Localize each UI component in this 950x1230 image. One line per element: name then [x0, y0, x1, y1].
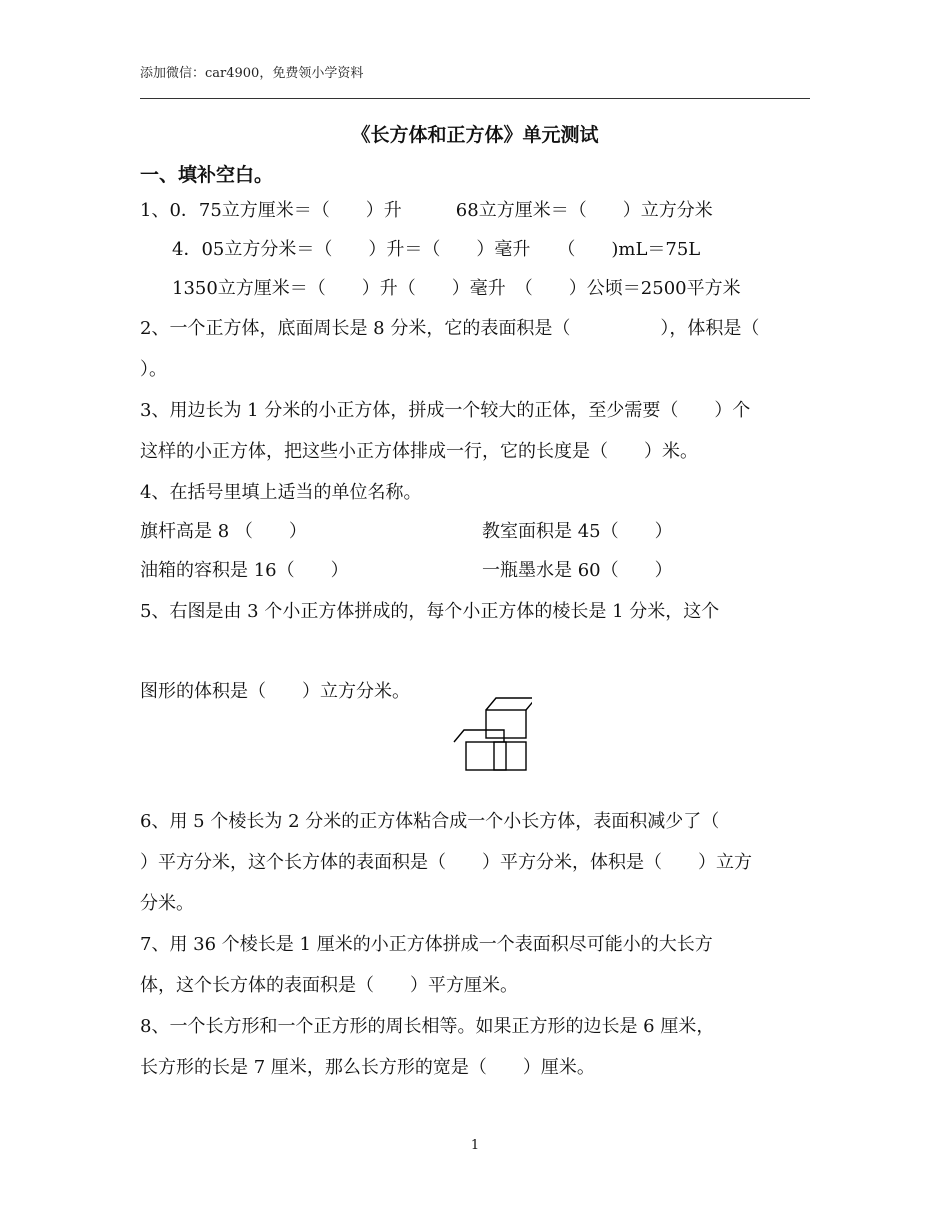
page-title: 《长方体和正方体》单元测试 [351, 124, 599, 146]
header-note: 添加微信：car4900，免费领小学资料 [140, 66, 364, 81]
question-2-line-1: 2、一个正方体，底面周长是 8 分米，它的表面积是（ ），体积是（ [140, 318, 760, 339]
header-divider [140, 98, 810, 99]
question-2-line-2: ）。 [140, 359, 167, 380]
question-6-line-3: 分米。 [140, 893, 194, 914]
question-1-line-1: 1、0．75立方厘米＝（ ）升 68立方厘米＝（ ）立方分米 [140, 200, 713, 221]
question-8-line-2: 长方形的长是 7 厘米，那么长方形的宽是（ ）厘米。 [140, 1057, 595, 1078]
question-7-line-2: 体，这个长方体的表面积是（ ）平方厘米。 [140, 975, 518, 996]
question-8-line-1: 8、一个长方形和一个正方形的周长相等。如果正方形的边长是 6 厘米， [140, 1016, 715, 1037]
question-4-item-4: 一瓶墨水是 60（ ） [482, 560, 673, 581]
question-1-line-2: 4．05立方分米＝（ ）升＝（ ）毫升 （ )mL＝75L [172, 239, 701, 260]
question-5-line-2: 图形的体积是（ ）立方分米。 [140, 681, 410, 702]
question-1-line-3: 1350立方厘米＝（ ）升（ ）毫升 （ ）公顷＝2500平方米 [172, 278, 741, 299]
question-5-line-1: 5、右图是由 3 个小正方体拼成的，每个小正方体的棱长是 1 分米，这个 [140, 601, 720, 622]
question-3-line-1: 3、用边长为 1 分米的小正方体，拼成一个较大的正体，至少需要（ ）个 [140, 400, 751, 421]
cube-left [466, 742, 506, 770]
question-6-line-1: 6、用 5 个棱长为 2 分米的正方体粘合成一个小长方体，表面积减少了（ [140, 811, 720, 832]
question-4-item-3: 油箱的容积是 16（ ） [140, 560, 349, 581]
question-4-item-1: 旗杆高是 8 （ ） [140, 521, 307, 542]
question-4-stem: 4、在括号里填上适当的单位名称。 [140, 482, 422, 503]
section-heading: 一、填补空白。 [140, 164, 274, 186]
question-4-item-2: 教室面积是 45（ ） [482, 521, 673, 542]
question-6-line-2: ）平方分米，这个长方体的表面积是（ ）平方分米，体积是（ ）立方 [140, 852, 752, 873]
three-cubes-figure-icon [452, 694, 532, 776]
page-number: 1 [470, 1138, 480, 1153]
question-3-line-2: 这样的小正方体，把这些小正方体排成一行，它的长度是（ ）米。 [140, 441, 698, 462]
question-7-line-1: 7、用 36 个棱长是 1 厘米的小正方体拼成一个表面积尽可能小的大长方 [140, 934, 713, 955]
